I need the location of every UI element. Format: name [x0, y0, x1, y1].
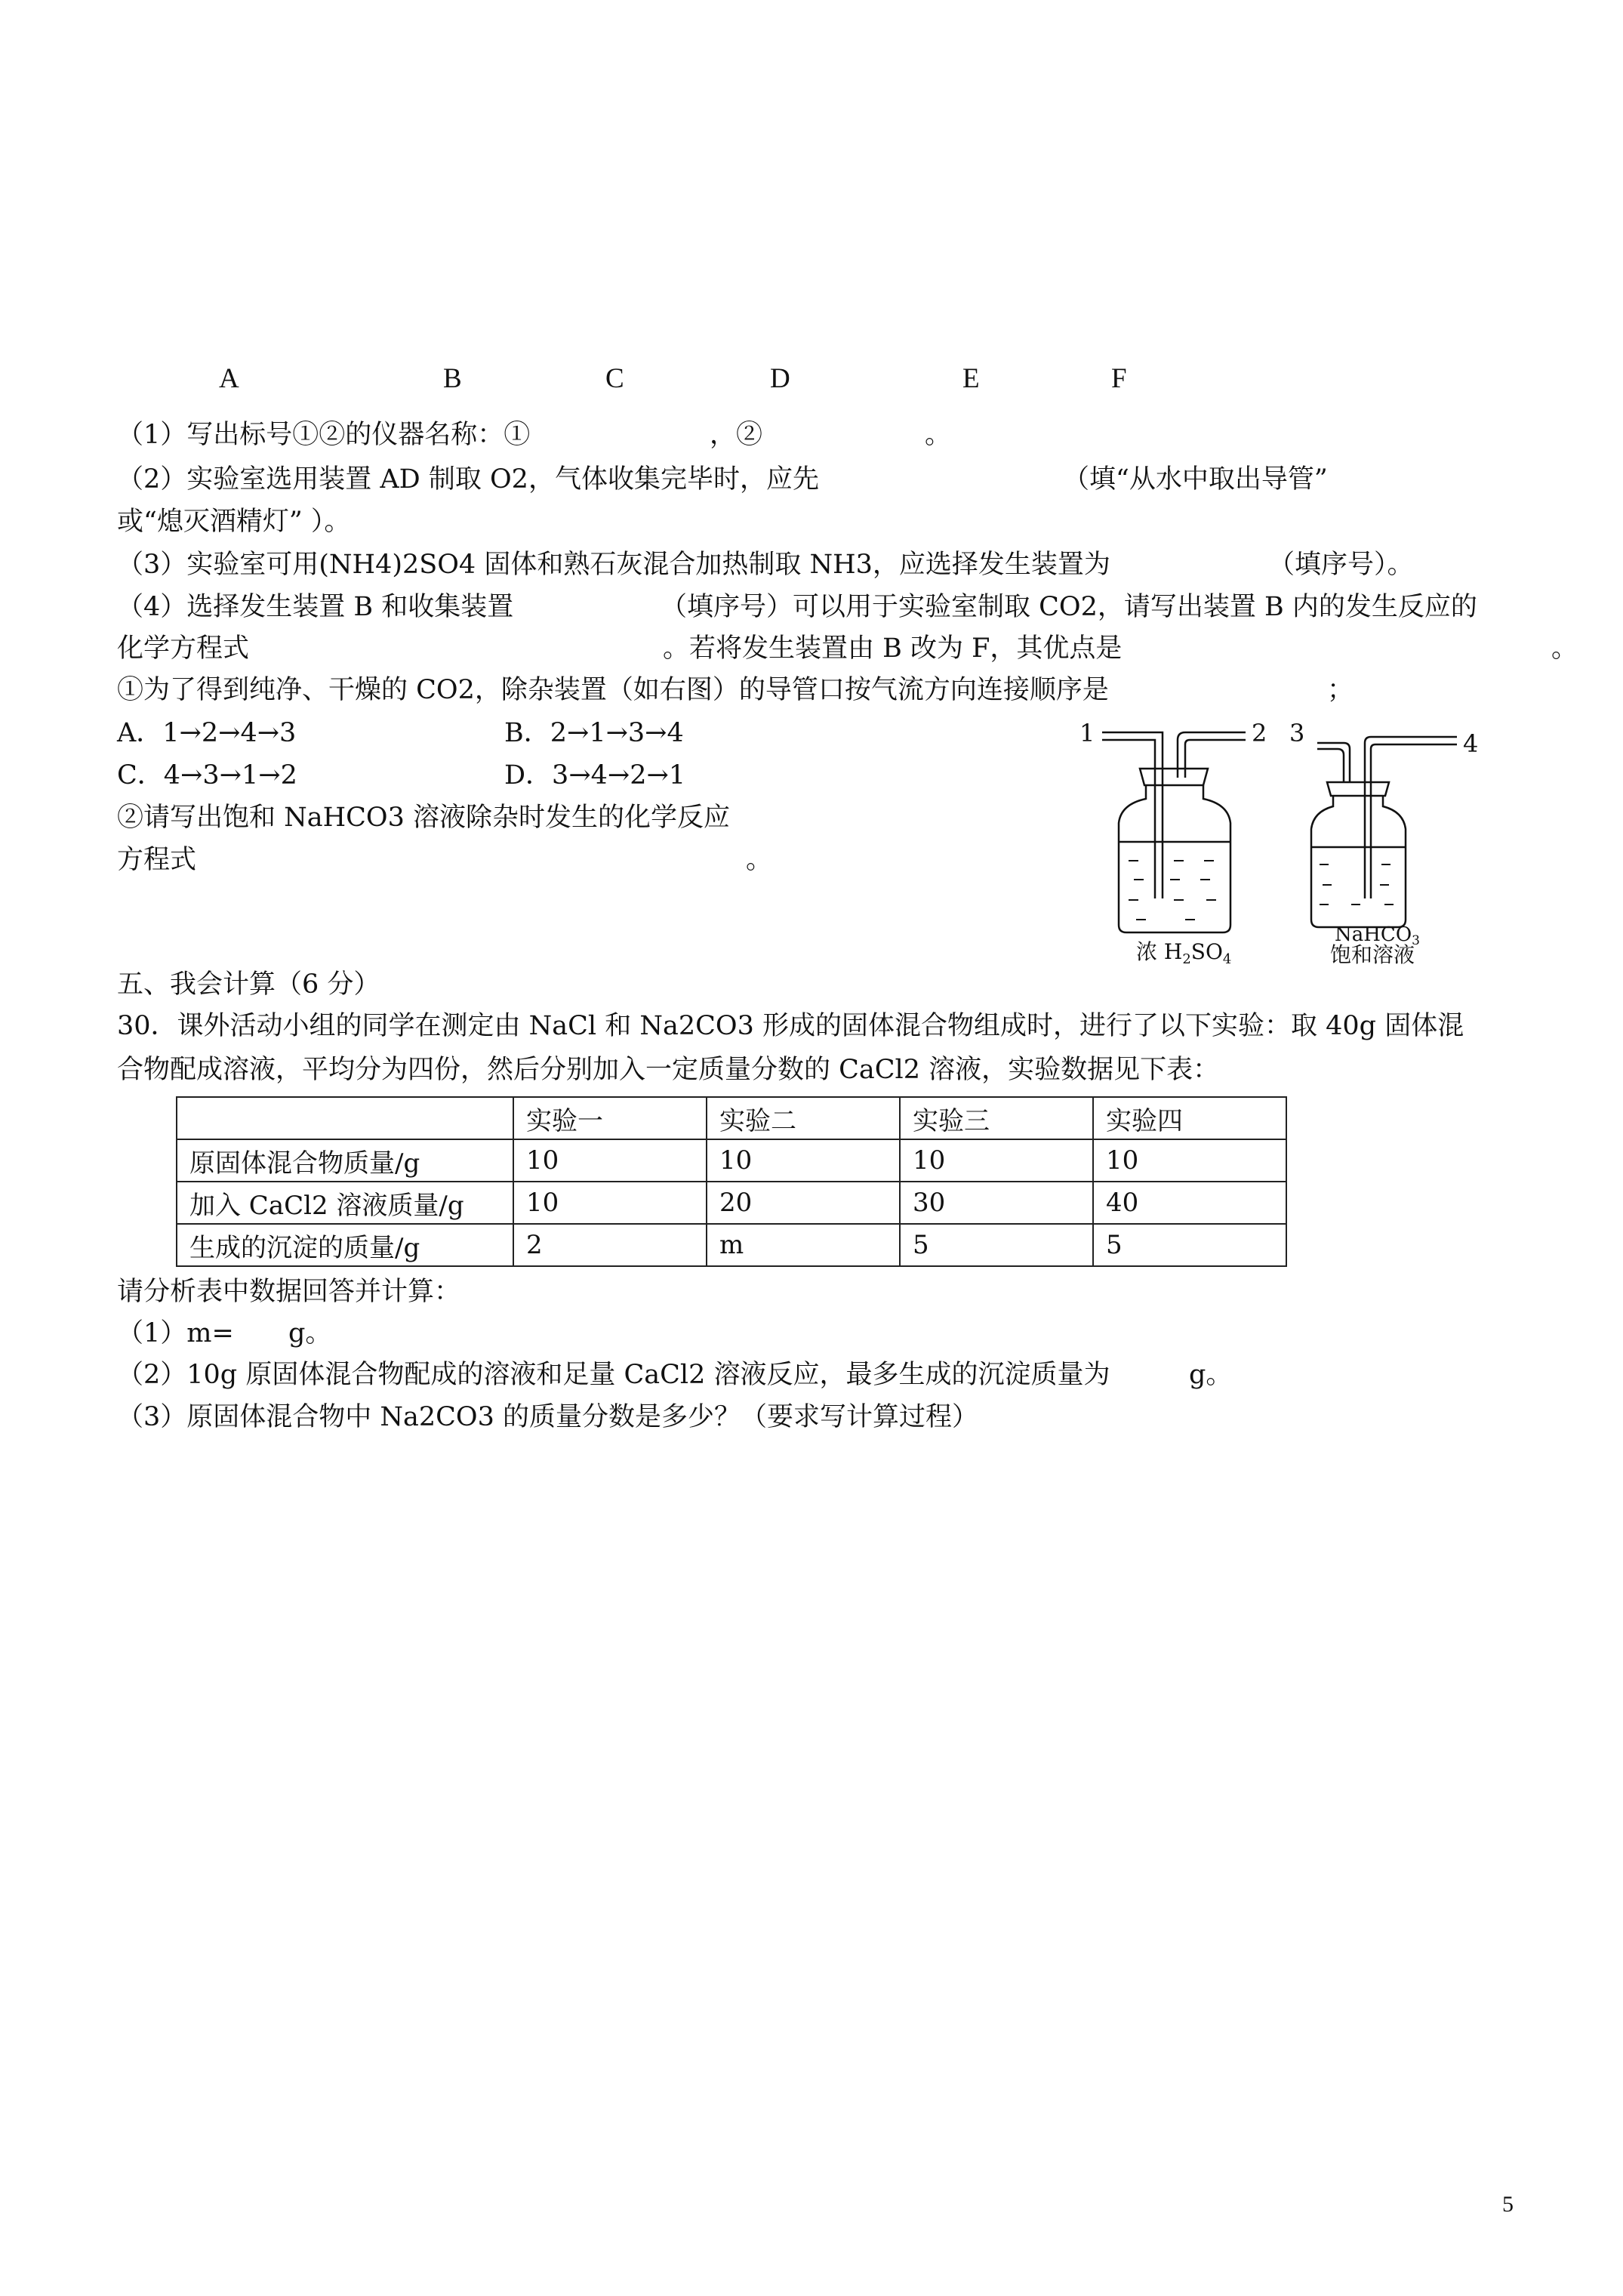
table-cell: 原固体混合物质量/g [177, 1139, 513, 1182]
apparatus-label-f: F [1111, 363, 1127, 394]
q4-text: （4）选择发生装置 B 和收集装置 [117, 592, 514, 622]
table-cell: 10 [1093, 1139, 1286, 1182]
bottle-sodium-bicarbonate [1311, 737, 1457, 966]
bottle2-caption-line1: NaHCO3 [1335, 923, 1420, 948]
section-5-title: 五、我会计算（6 分） [117, 969, 380, 1000]
q30-line2: 合物配成溶液，平均分为四份，然后分别加入一定质量分数的 CaCl2 溶液，实验数据见下表： [117, 1055, 1220, 1085]
apparatus-label-d: D [770, 363, 790, 394]
analysis-instruction: 请分析表中数据回答并计算： [117, 1277, 461, 1307]
table-header-cell: 实验四 [1093, 1097, 1286, 1139]
a2-text: （2）10g 原固体混合物配成的溶液和足量 CaCl2 溶液反应，最多生成的沉淀质量为 [117, 1360, 1110, 1390]
table-cell: 10 [513, 1139, 707, 1182]
apparatus-label-e: E [962, 363, 980, 394]
port-1-label: 1 [1079, 719, 1095, 747]
q30-line1: 30．课外活动小组的同学在测定由 NaCl 和 Na2CO3 形成的固体混合物组成时，进行了以下实验：取 40g 固体混 [117, 1011, 1464, 1041]
option-d: D．3→4→2→1 [504, 760, 686, 791]
table-cell: 2 [513, 1224, 707, 1266]
sub2-end: 。 [746, 845, 773, 875]
sub1-text: ①为了得到纯净、干燥的 CO2，除杂装置（如右图）的导管口按气流方向连接顺序是 [117, 675, 1109, 705]
bottle-concentrated-sulfuric-acid [1102, 732, 1246, 966]
port-3-label: 3 [1289, 719, 1305, 747]
port-2-label: 2 [1252, 719, 1267, 747]
apparatus-label-c: C [605, 363, 624, 394]
option-a: A．1→2→4→3 [117, 718, 297, 748]
q2-text: （2）实验室选用装置 AD 制取 O2，气体收集完毕时，应先 [117, 464, 819, 495]
sub1-end: ； [1327, 675, 1354, 705]
q4-line2a: 化学方程式 [117, 633, 250, 664]
q4-mid: （填序号）可以用于实验室制取 CO2，请写出装置 B 内的发生反应的 [661, 592, 1477, 622]
option-b: B．2→1→3→4 [504, 718, 684, 748]
q4-line2c: 。 [1551, 633, 1578, 664]
table-cell: 加入 CaCl2 溶液质量/g [177, 1182, 513, 1224]
table-row [177, 1182, 1286, 1224]
table-row [177, 1224, 1286, 1266]
q1-mid: ，② [710, 420, 763, 450]
table-cell: 10 [513, 1182, 707, 1224]
a2-unit: g。 [1189, 1360, 1233, 1390]
q3-text: （3）实验室可用(NH4)2SO4 固体和熟石灰混合加热制取 NH3，应选择发生装置为 [117, 550, 1110, 580]
table-cell: 10 [707, 1139, 900, 1182]
q3-hint: （填序号）。 [1268, 550, 1414, 580]
page-number: 5 [1502, 2192, 1514, 2217]
table-cell: 40 [1093, 1182, 1286, 1224]
bottle2-caption-line2: 饱和溶液 [1330, 942, 1415, 966]
table-row [177, 1139, 1286, 1182]
table-cell: 20 [707, 1182, 900, 1224]
a1-unit: g。 [288, 1318, 332, 1348]
table-header-row [177, 1097, 1286, 1139]
table-cell: 生成的沉淀的质量/g [177, 1224, 513, 1266]
a1-text: （1）m= [117, 1318, 234, 1348]
sub2-line2: 方程式 [117, 845, 197, 875]
option-c: C．4→3→1→2 [117, 760, 297, 791]
apparatus-label-a: A [219, 363, 239, 394]
table-header-cell: 实验一 [513, 1097, 707, 1139]
port-4-label: 4 [1463, 729, 1479, 758]
q1-text: （1）写出标号①②的仪器名称：① [117, 420, 531, 450]
table-cell: 5 [900, 1224, 1093, 1266]
table-header-cell [177, 1097, 513, 1139]
q2-line2: 或“熄灭酒精灯” ）。 [117, 507, 351, 537]
gas-washing-figure [1049, 710, 1487, 966]
sub2-line1: ②请写出饱和 NaHCO3 溶液除杂时发生的化学反应 [117, 803, 731, 833]
table-cell: 30 [900, 1182, 1093, 1224]
apparatus-label-b: B [443, 363, 462, 394]
table-cell: m [707, 1224, 900, 1266]
bottle1-caption: 浓 $H_2SO_4$ [1136, 939, 1232, 966]
q4-line2b: 。若将发生装置由 B 改为 F，其优点是 [663, 633, 1123, 664]
answer-3: （3）原固体混合物中 Na2CO3 的质量分数是多少？（要求写计算过程） [117, 1402, 979, 1432]
table-cell: 10 [900, 1139, 1093, 1182]
table-header-cell: 实验三 [900, 1097, 1093, 1139]
q2-hint: （填“从水中取出导管” [1063, 464, 1328, 495]
table-header-cell: 实验二 [707, 1097, 900, 1139]
q1-end: 。 [925, 420, 952, 450]
table-cell: 5 [1093, 1224, 1286, 1266]
experiment-data-table [176, 1096, 1287, 1267]
